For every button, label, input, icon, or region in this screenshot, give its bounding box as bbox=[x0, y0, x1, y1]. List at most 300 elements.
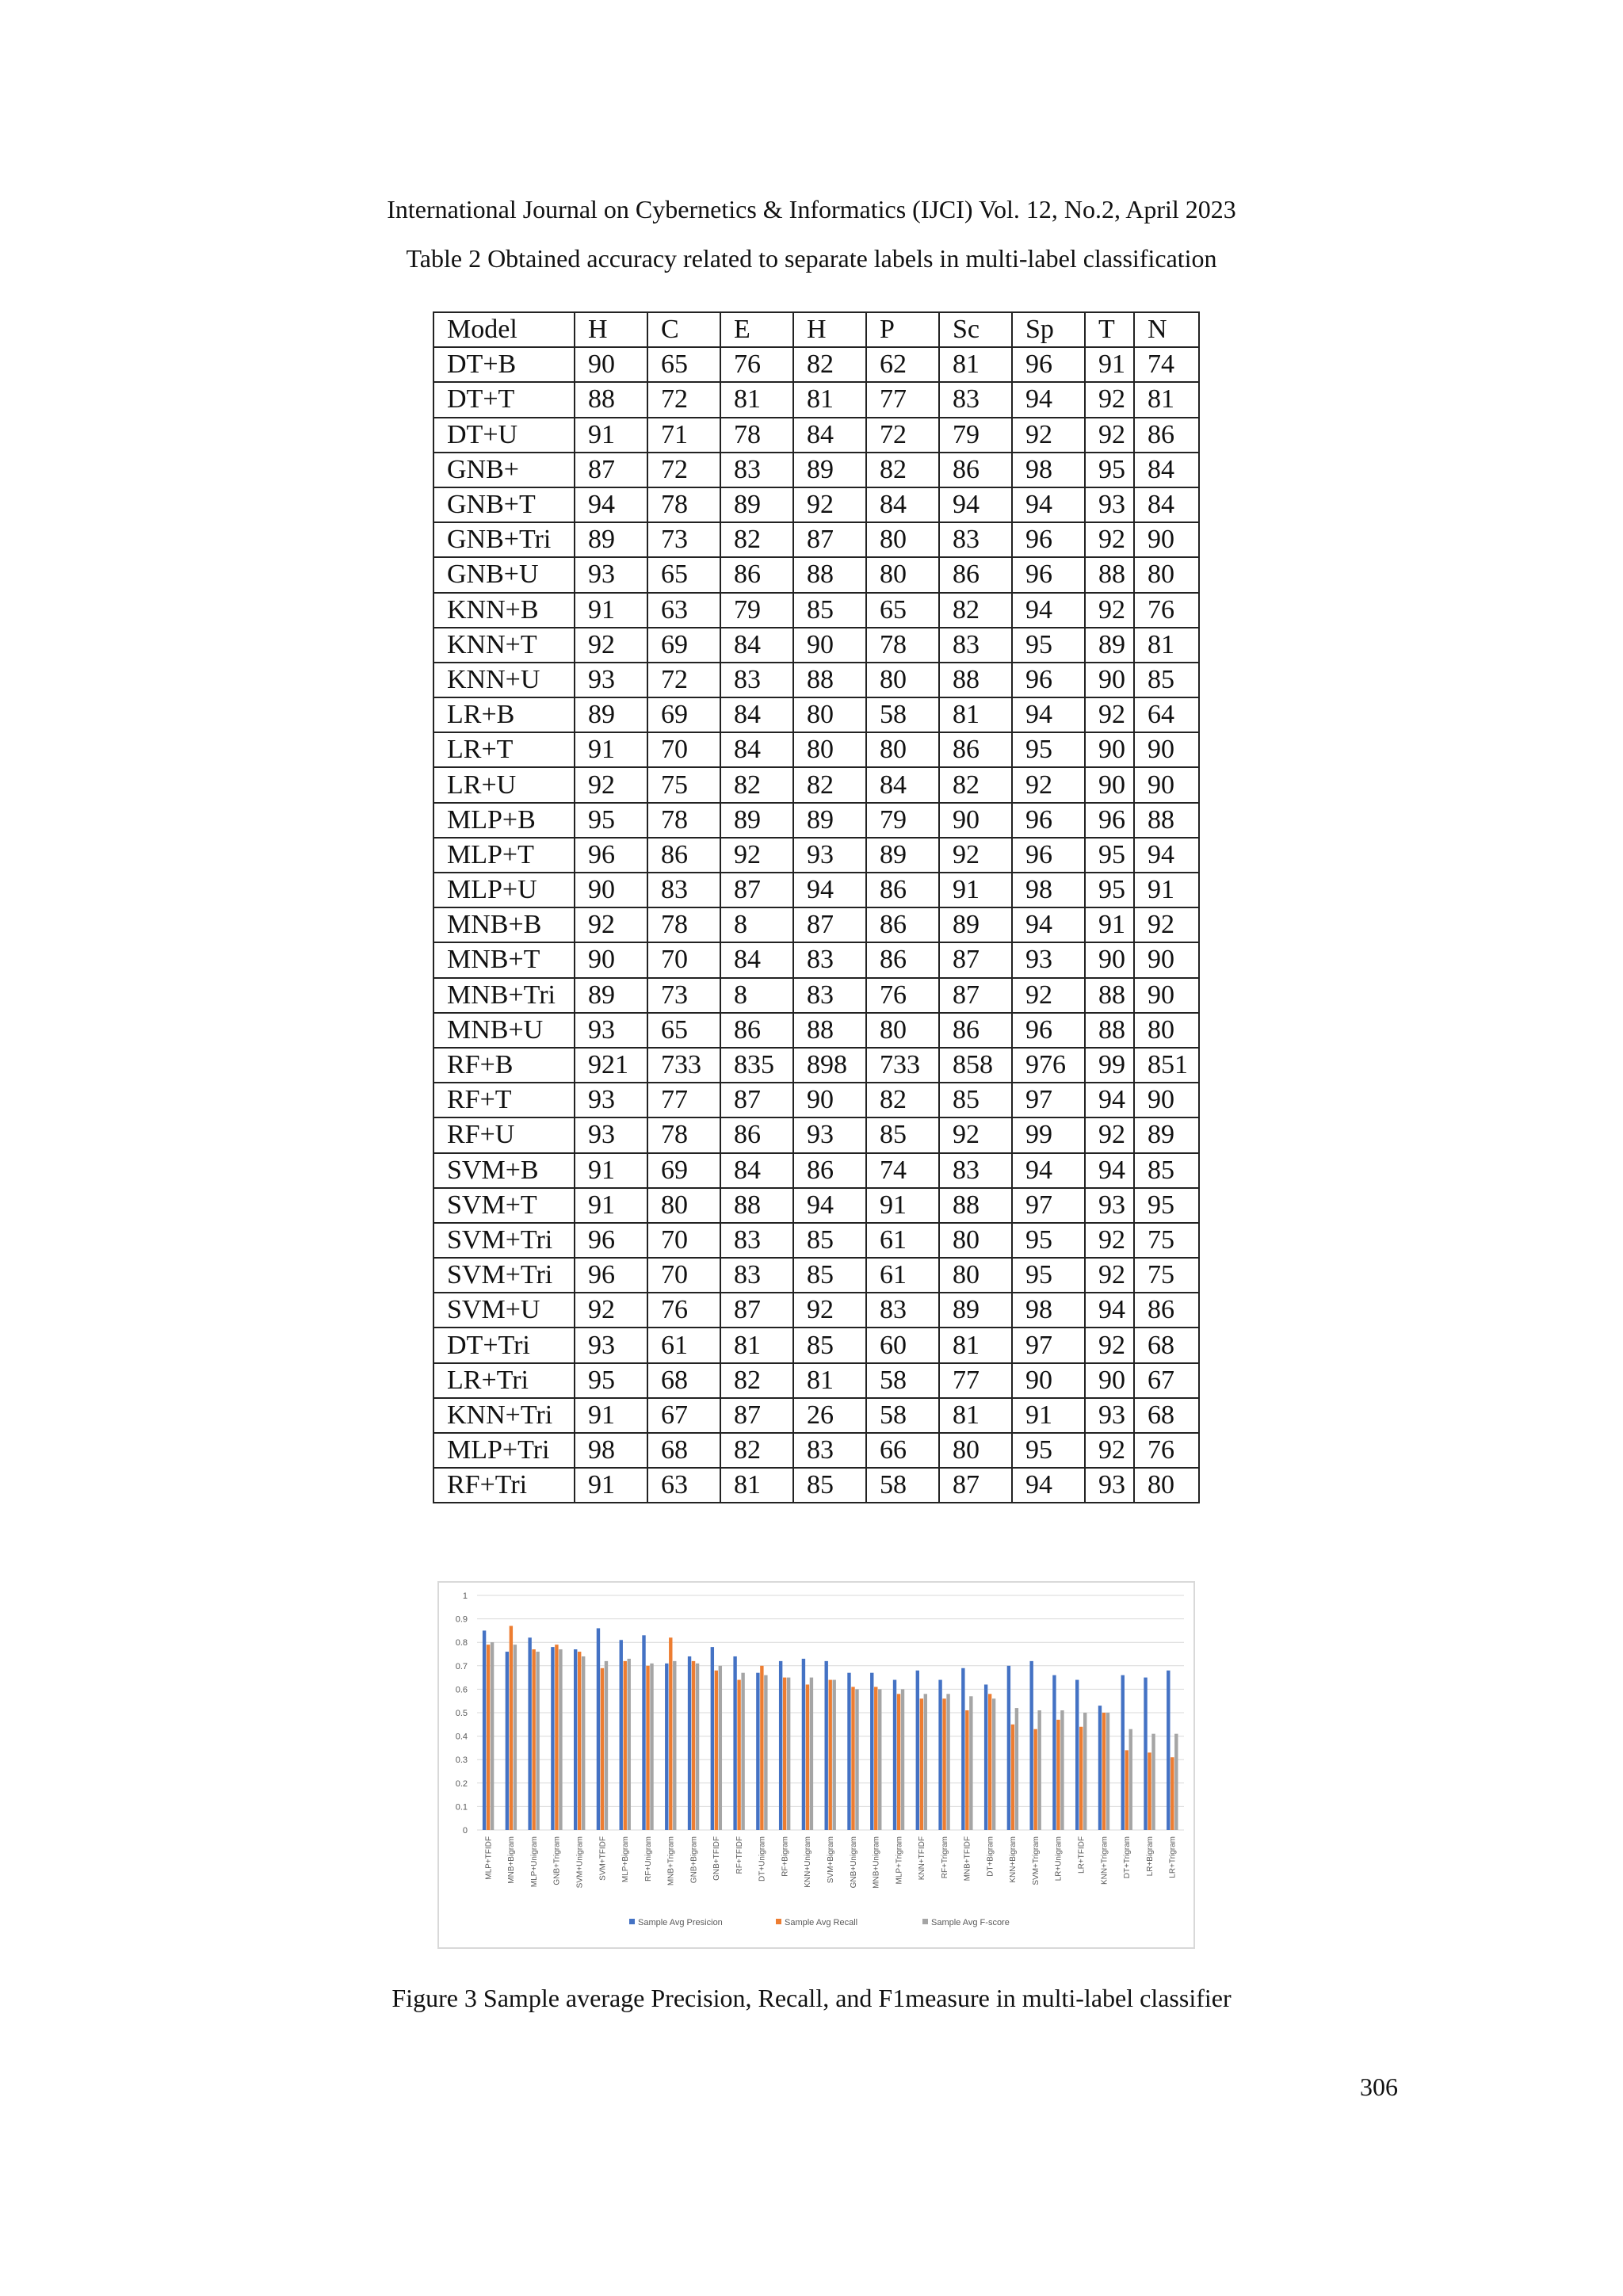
bar-2 bbox=[783, 1678, 786, 1830]
y-tick-label: 0.8 bbox=[455, 1638, 468, 1648]
model-cell: GNB+Tri bbox=[433, 522, 575, 557]
bar-1 bbox=[1098, 1706, 1102, 1830]
accuracy-cell: 98 bbox=[1012, 453, 1085, 487]
x-tick-label: SVM+TFIDF bbox=[598, 1836, 608, 1881]
accuracy-cell: 85 bbox=[793, 1223, 866, 1258]
accuracy-cell: 79 bbox=[939, 418, 1012, 453]
accuracy-cell: 61 bbox=[866, 1223, 939, 1258]
model-cell: MNB+Tri bbox=[433, 978, 575, 1013]
accuracy-cell: 91 bbox=[939, 873, 1012, 907]
accuracy-cell: 88 bbox=[1085, 1013, 1134, 1048]
x-tick-label: DT+Unigram bbox=[758, 1836, 767, 1881]
bar-3 bbox=[719, 1666, 722, 1830]
table-row bbox=[433, 628, 1199, 663]
accuracy-cell: 92 bbox=[793, 1293, 866, 1328]
accuracy-cell: 91 bbox=[1085, 347, 1134, 382]
accuracy-cell: 92 bbox=[1085, 1223, 1134, 1258]
accuracy-cell: 98 bbox=[1012, 873, 1085, 907]
table-row bbox=[433, 663, 1199, 697]
accuracy-cell: 92 bbox=[1085, 522, 1134, 557]
accuracy-cell: 82 bbox=[793, 347, 866, 382]
accuracy-cell: 94 bbox=[1012, 593, 1085, 628]
accuracy-cell: 92 bbox=[1085, 1433, 1134, 1468]
model-cell: LR+B bbox=[433, 697, 575, 732]
y-tick-label: 0.7 bbox=[455, 1661, 468, 1671]
accuracy-cell: 86 bbox=[647, 838, 720, 873]
table-row bbox=[433, 767, 1199, 802]
bar-3 bbox=[1174, 1734, 1178, 1830]
accuracy-cell: 95 bbox=[1134, 1188, 1199, 1223]
figure-chart bbox=[437, 1581, 1195, 1949]
bar-1 bbox=[825, 1661, 828, 1830]
accuracy-cell: 83 bbox=[939, 1153, 1012, 1188]
accuracy-cell: 90 bbox=[793, 628, 866, 663]
accuracy-cell: 733 bbox=[866, 1048, 939, 1083]
accuracy-cell: 90 bbox=[575, 873, 647, 907]
accuracy-cell: 83 bbox=[720, 1223, 793, 1258]
accuracy-cell: 90 bbox=[1134, 767, 1199, 802]
accuracy-cell: 60 bbox=[866, 1328, 939, 1362]
bar-2 bbox=[669, 1637, 672, 1830]
model-cell: RF+U bbox=[433, 1117, 575, 1152]
accuracy-cell: 89 bbox=[575, 697, 647, 732]
accuracy-cell: 94 bbox=[1012, 1468, 1085, 1503]
accuracy-cell: 92 bbox=[1085, 382, 1134, 417]
accuracy-cell: 92 bbox=[720, 838, 793, 873]
table-header-row bbox=[433, 312, 1199, 347]
accuracy-cell: 94 bbox=[1134, 838, 1199, 873]
journal-header: International Journal on Cybernetics & Informatics (IJCI) Vol. 12, No.2, April 2023 bbox=[387, 195, 1236, 223]
accuracy-cell: 80 bbox=[793, 697, 866, 732]
accuracy-cell: 70 bbox=[647, 1223, 720, 1258]
y-tick-label: 0.3 bbox=[455, 1755, 468, 1766]
accuracy-cell: 81 bbox=[793, 382, 866, 417]
model-cell: MNB+T bbox=[433, 942, 575, 977]
accuracy-cell: 88 bbox=[1085, 557, 1134, 592]
accuracy-cell: 82 bbox=[720, 1433, 793, 1468]
accuracy-cell: 78 bbox=[647, 1117, 720, 1152]
accuracy-cell: 83 bbox=[720, 1258, 793, 1293]
model-cell: DT+Tri bbox=[433, 1328, 575, 1362]
accuracy-cell: 95 bbox=[1012, 1258, 1085, 1293]
accuracy-cell: 26 bbox=[793, 1398, 866, 1433]
bar-1 bbox=[551, 1647, 554, 1830]
accuracy-cell: 92 bbox=[939, 838, 1012, 873]
accuracy-cell: 76 bbox=[866, 978, 939, 1013]
x-tick-label: MLP+Trigram bbox=[895, 1836, 904, 1885]
accuracy-cell: 80 bbox=[1134, 557, 1199, 592]
accuracy-cell: 80 bbox=[647, 1188, 720, 1223]
bar-2 bbox=[578, 1652, 581, 1830]
model-cell: LR+T bbox=[433, 732, 575, 767]
accuracy-cell: 75 bbox=[1134, 1223, 1199, 1258]
accuracy-cell: 84 bbox=[720, 942, 793, 977]
accuracy-cell: 82 bbox=[866, 453, 939, 487]
accuracy-cell: 89 bbox=[939, 1293, 1012, 1328]
accuracy-cell: 58 bbox=[866, 1468, 939, 1503]
table-row bbox=[433, 1328, 1199, 1362]
accuracy-cell: 81 bbox=[939, 1398, 1012, 1433]
accuracy-cell: 80 bbox=[939, 1433, 1012, 1468]
table-caption: Table 2 Obtained accuracy related to separate labels in multi-label classification bbox=[406, 244, 1217, 273]
accuracy-cell: 83 bbox=[793, 1433, 866, 1468]
accuracy-cell: 87 bbox=[939, 942, 1012, 977]
accuracy-cell: 86 bbox=[793, 1153, 866, 1188]
accuracy-cell: 95 bbox=[1085, 453, 1134, 487]
accuracy-cell: 898 bbox=[793, 1048, 866, 1083]
bar-1 bbox=[711, 1647, 714, 1830]
accuracy-cell: 86 bbox=[866, 942, 939, 977]
accuracy-cell: 79 bbox=[866, 803, 939, 838]
accuracy-cell: 88 bbox=[939, 1188, 1012, 1223]
model-cell: KNN+B bbox=[433, 593, 575, 628]
model-cell: MLP+T bbox=[433, 838, 575, 873]
bar-chart bbox=[439, 1583, 1193, 1947]
accuracy-cell: 75 bbox=[1134, 1258, 1199, 1293]
accuracy-cell: 851 bbox=[1134, 1048, 1199, 1083]
accuracy-cell: 72 bbox=[647, 663, 720, 697]
accuracy-cell: 82 bbox=[866, 1083, 939, 1117]
accuracy-cell: 86 bbox=[1134, 418, 1199, 453]
accuracy-cell: 96 bbox=[1012, 347, 1085, 382]
accuracy-cell: 92 bbox=[1085, 1117, 1134, 1152]
model-cell: SVM+B bbox=[433, 1153, 575, 1188]
model-cell: KNN+U bbox=[433, 663, 575, 697]
model-cell: DT+T bbox=[433, 382, 575, 417]
accuracy-cell: 96 bbox=[1012, 663, 1085, 697]
accuracy-cell: 86 bbox=[939, 453, 1012, 487]
bar-1 bbox=[574, 1649, 577, 1830]
table-row bbox=[433, 1117, 1199, 1152]
accuracy-cell: 63 bbox=[647, 593, 720, 628]
accuracy-cell: 96 bbox=[575, 1258, 647, 1293]
table-row bbox=[433, 978, 1199, 1013]
y-tick-label: 0.4 bbox=[455, 1732, 468, 1742]
bar-3 bbox=[650, 1664, 653, 1830]
bar-3 bbox=[628, 1659, 631, 1830]
accuracy-cell: 90 bbox=[1012, 1363, 1085, 1398]
accuracy-cell: 93 bbox=[1085, 487, 1134, 522]
model-cell: GNB+U bbox=[433, 557, 575, 592]
accuracy-cell: 93 bbox=[793, 838, 866, 873]
bar-2 bbox=[988, 1694, 991, 1830]
page-number: 306 bbox=[1360, 2073, 1398, 2101]
bar-3 bbox=[1060, 1710, 1064, 1830]
accuracy-cell: 84 bbox=[1134, 453, 1199, 487]
accuracy-cell: 85 bbox=[793, 1258, 866, 1293]
bar-1 bbox=[665, 1664, 668, 1830]
x-tick-label: KNN+Trigram bbox=[1100, 1836, 1109, 1885]
accuracy-cell: 85 bbox=[1134, 1153, 1199, 1188]
model-cell: GNB+ bbox=[433, 453, 575, 487]
accuracy-cell: 90 bbox=[1134, 978, 1199, 1013]
accuracy-cell: 63 bbox=[647, 1468, 720, 1503]
accuracy-cell: 67 bbox=[1134, 1363, 1199, 1398]
bar-1 bbox=[779, 1661, 782, 1830]
x-tick-label: LR+Trigram bbox=[1168, 1836, 1178, 1878]
model-cell: LR+Tri bbox=[433, 1363, 575, 1398]
accuracy-cell: 88 bbox=[793, 1013, 866, 1048]
bar-1 bbox=[597, 1628, 600, 1830]
table-row bbox=[433, 557, 1199, 592]
accuracy-cell: 80 bbox=[866, 557, 939, 592]
accuracy-cell: 90 bbox=[1134, 1083, 1199, 1117]
bar-2 bbox=[965, 1710, 968, 1830]
bar-3 bbox=[901, 1689, 904, 1830]
bar-1 bbox=[1144, 1678, 1147, 1830]
accuracy-cell: 93 bbox=[1012, 942, 1085, 977]
table-row bbox=[433, 1083, 1199, 1117]
accuracy-cell: 89 bbox=[939, 907, 1012, 942]
table-row bbox=[433, 1188, 1199, 1223]
accuracy-cell: 64 bbox=[1134, 697, 1199, 732]
column-header: H bbox=[793, 312, 866, 347]
bar-3 bbox=[946, 1694, 949, 1830]
bar-2 bbox=[624, 1661, 627, 1830]
y-tick-label: 1 bbox=[462, 1591, 468, 1601]
accuracy-cell: 66 bbox=[866, 1433, 939, 1468]
table-row bbox=[433, 1468, 1199, 1503]
accuracy-cell: 8 bbox=[720, 907, 793, 942]
accuracy-cell: 77 bbox=[939, 1363, 1012, 1398]
table-row bbox=[433, 907, 1199, 942]
accuracy-cell: 87 bbox=[793, 522, 866, 557]
bar-2 bbox=[806, 1684, 809, 1830]
accuracy-cell: 78 bbox=[647, 487, 720, 522]
accuracy-cell: 80 bbox=[866, 732, 939, 767]
column-header: T bbox=[1085, 312, 1134, 347]
x-tick-label: KNN+Bigram bbox=[1009, 1836, 1018, 1883]
model-cell: MNB+B bbox=[433, 907, 575, 942]
accuracy-cell: 68 bbox=[647, 1363, 720, 1398]
bar-1 bbox=[506, 1652, 509, 1830]
accuracy-cell: 97 bbox=[1012, 1188, 1085, 1223]
accuracy-cell: 90 bbox=[793, 1083, 866, 1117]
accuracy-cell: 95 bbox=[1012, 732, 1085, 767]
accuracy-cell: 62 bbox=[866, 347, 939, 382]
accuracy-cell: 92 bbox=[793, 487, 866, 522]
accuracy-cell: 82 bbox=[720, 1363, 793, 1398]
accuracy-cell: 93 bbox=[575, 1083, 647, 1117]
accuracy-cell: 91 bbox=[1012, 1398, 1085, 1433]
accuracy-cell: 94 bbox=[793, 873, 866, 907]
accuracy-cell: 90 bbox=[575, 347, 647, 382]
accuracy-cell: 80 bbox=[866, 522, 939, 557]
accuracy-cell: 858 bbox=[939, 1048, 1012, 1083]
accuracy-cell: 72 bbox=[647, 453, 720, 487]
x-tick-label: GNB+TFIDF bbox=[712, 1836, 722, 1881]
x-tick-label: KNN+Unigram bbox=[804, 1836, 813, 1888]
accuracy-cell: 90 bbox=[1085, 1363, 1134, 1398]
bar-1 bbox=[733, 1656, 736, 1830]
table-row bbox=[433, 803, 1199, 838]
accuracy-cell: 92 bbox=[1085, 418, 1134, 453]
accuracy-cell: 96 bbox=[1012, 522, 1085, 557]
table-row bbox=[433, 382, 1199, 417]
accuracy-cell: 73 bbox=[647, 978, 720, 1013]
bar-2 bbox=[532, 1649, 535, 1830]
accuracy-cell: 96 bbox=[1085, 803, 1134, 838]
table-row bbox=[433, 1433, 1199, 1468]
accuracy-cell: 84 bbox=[720, 732, 793, 767]
table-row bbox=[433, 1293, 1199, 1328]
bar-3 bbox=[491, 1642, 494, 1830]
accuracy-cell: 61 bbox=[866, 1258, 939, 1293]
accuracy-cell: 92 bbox=[1085, 593, 1134, 628]
accuracy-cell: 65 bbox=[647, 347, 720, 382]
accuracy-cell: 98 bbox=[575, 1433, 647, 1468]
model-cell: MLP+Tri bbox=[433, 1433, 575, 1468]
accuracy-cell: 91 bbox=[575, 732, 647, 767]
accuracy-cell: 92 bbox=[939, 1117, 1012, 1152]
accuracy-cell: 93 bbox=[1085, 1398, 1134, 1433]
accuracy-cell: 94 bbox=[1012, 487, 1085, 522]
accuracy-cell: 81 bbox=[939, 347, 1012, 382]
accuracy-cell: 69 bbox=[647, 628, 720, 663]
accuracy-table bbox=[433, 311, 1200, 1503]
accuracy-cell: 98 bbox=[1012, 1293, 1085, 1328]
accuracy-cell: 87 bbox=[793, 907, 866, 942]
x-tick-label: RF+Unigram bbox=[643, 1836, 653, 1881]
model-cell: RF+T bbox=[433, 1083, 575, 1117]
x-tick-label: MNB+Trigram bbox=[666, 1836, 676, 1886]
x-tick-label: DT+Trigram bbox=[1123, 1836, 1132, 1879]
accuracy-cell: 83 bbox=[939, 522, 1012, 557]
accuracy-cell: 86 bbox=[720, 1117, 793, 1152]
bar-1 bbox=[483, 1630, 486, 1830]
bar-1 bbox=[528, 1637, 531, 1830]
accuracy-cell: 97 bbox=[1012, 1083, 1085, 1117]
accuracy-cell: 82 bbox=[939, 593, 1012, 628]
accuracy-cell: 89 bbox=[793, 453, 866, 487]
x-tick-label: LR+Bigram bbox=[1145, 1836, 1155, 1877]
legend-swatch bbox=[776, 1919, 781, 1924]
accuracy-cell: 84 bbox=[1134, 487, 1199, 522]
accuracy-cell: 76 bbox=[1134, 1433, 1199, 1468]
accuracy-cell: 91 bbox=[575, 1398, 647, 1433]
bar-3 bbox=[1106, 1713, 1109, 1830]
accuracy-cell: 90 bbox=[1134, 732, 1199, 767]
table-row bbox=[433, 1223, 1199, 1258]
accuracy-cell: 87 bbox=[720, 873, 793, 907]
model-cell: SVM+T bbox=[433, 1188, 575, 1223]
accuracy-cell: 67 bbox=[647, 1398, 720, 1433]
accuracy-cell: 87 bbox=[720, 1083, 793, 1117]
accuracy-cell: 65 bbox=[647, 557, 720, 592]
bar-1 bbox=[893, 1680, 896, 1830]
x-tick-label: RF+TFIDF bbox=[735, 1836, 744, 1874]
bar-1 bbox=[984, 1684, 987, 1830]
accuracy-cell: 835 bbox=[720, 1048, 793, 1083]
table-row bbox=[433, 1258, 1199, 1293]
accuracy-cell: 93 bbox=[575, 663, 647, 697]
x-tick-label: GNB+Trigram bbox=[552, 1836, 562, 1885]
accuracy-cell: 83 bbox=[647, 873, 720, 907]
accuracy-cell: 95 bbox=[1012, 1433, 1085, 1468]
column-header: E bbox=[720, 312, 793, 347]
bar-3 bbox=[696, 1664, 699, 1830]
model-cell: KNN+Tri bbox=[433, 1398, 575, 1433]
accuracy-cell: 80 bbox=[866, 1013, 939, 1048]
accuracy-cell: 94 bbox=[793, 1188, 866, 1223]
accuracy-cell: 69 bbox=[647, 1153, 720, 1188]
accuracy-cell: 91 bbox=[866, 1188, 939, 1223]
bar-3 bbox=[878, 1689, 881, 1830]
bar-3 bbox=[536, 1652, 539, 1830]
accuracy-cell: 81 bbox=[720, 1468, 793, 1503]
accuracy-cell: 81 bbox=[939, 1328, 1012, 1362]
accuracy-cell: 94 bbox=[1012, 907, 1085, 942]
bar-3 bbox=[559, 1649, 562, 1830]
bar-2 bbox=[1033, 1729, 1037, 1830]
accuracy-cell: 92 bbox=[1085, 1258, 1134, 1293]
accuracy-cell: 87 bbox=[575, 453, 647, 487]
accuracy-cell: 97 bbox=[1012, 1328, 1085, 1362]
accuracy-cell: 95 bbox=[1012, 628, 1085, 663]
y-tick-label: 0.2 bbox=[455, 1778, 468, 1789]
model-cell: SVM+U bbox=[433, 1293, 575, 1328]
accuracy-cell: 86 bbox=[720, 557, 793, 592]
accuracy-cell: 96 bbox=[575, 838, 647, 873]
accuracy-cell: 70 bbox=[647, 942, 720, 977]
accuracy-cell: 87 bbox=[720, 1398, 793, 1433]
table-body bbox=[433, 347, 1199, 1503]
accuracy-cell: 83 bbox=[720, 663, 793, 697]
accuracy-cell: 95 bbox=[575, 1363, 647, 1398]
bar-2 bbox=[646, 1666, 649, 1830]
accuracy-cell: 96 bbox=[1012, 803, 1085, 838]
accuracy-cell: 65 bbox=[866, 593, 939, 628]
accuracy-cell: 77 bbox=[647, 1083, 720, 1117]
accuracy-cell: 75 bbox=[647, 767, 720, 802]
accuracy-cell: 78 bbox=[866, 628, 939, 663]
bar-1 bbox=[642, 1635, 645, 1830]
bar-3 bbox=[924, 1694, 927, 1830]
accuracy-cell: 83 bbox=[866, 1293, 939, 1328]
x-tick-label: GNB+Unigram bbox=[849, 1836, 858, 1889]
bar-3 bbox=[764, 1675, 767, 1830]
bar-2 bbox=[851, 1687, 854, 1830]
accuracy-cell: 87 bbox=[939, 978, 1012, 1013]
bar-1 bbox=[961, 1668, 964, 1830]
table-row bbox=[433, 1363, 1199, 1398]
figure-caption: Figure 3 Sample average Precision, Recall, and F1measure in multi-label classifier bbox=[391, 1984, 1232, 2012]
bar-2 bbox=[897, 1694, 900, 1830]
accuracy-cell: 58 bbox=[866, 1398, 939, 1433]
bar-3 bbox=[855, 1689, 858, 1830]
legend-label: Sample Avg Recall bbox=[785, 1918, 858, 1927]
accuracy-cell: 78 bbox=[647, 907, 720, 942]
x-tick-label: MLP+Bigram bbox=[621, 1836, 631, 1883]
model-cell: KNN+T bbox=[433, 628, 575, 663]
model-cell: DT+B bbox=[433, 347, 575, 382]
accuracy-cell: 93 bbox=[793, 1117, 866, 1152]
accuracy-cell: 93 bbox=[575, 1117, 647, 1152]
bar-3 bbox=[1151, 1734, 1155, 1830]
accuracy-cell: 82 bbox=[939, 767, 1012, 802]
accuracy-cell: 89 bbox=[575, 978, 647, 1013]
model-cell: LR+U bbox=[433, 767, 575, 802]
accuracy-cell: 90 bbox=[1134, 522, 1199, 557]
accuracy-cell: 85 bbox=[793, 1328, 866, 1362]
model-cell: MLP+U bbox=[433, 873, 575, 907]
x-tick-label: LR+TFIDF bbox=[1077, 1836, 1086, 1874]
accuracy-cell: 58 bbox=[866, 697, 939, 732]
x-tick-label: LR+Unigram bbox=[1054, 1836, 1064, 1881]
x-tick-label: MNB+Unigram bbox=[872, 1836, 881, 1889]
accuracy-cell: 92 bbox=[1012, 767, 1085, 802]
bar-2 bbox=[715, 1671, 718, 1830]
